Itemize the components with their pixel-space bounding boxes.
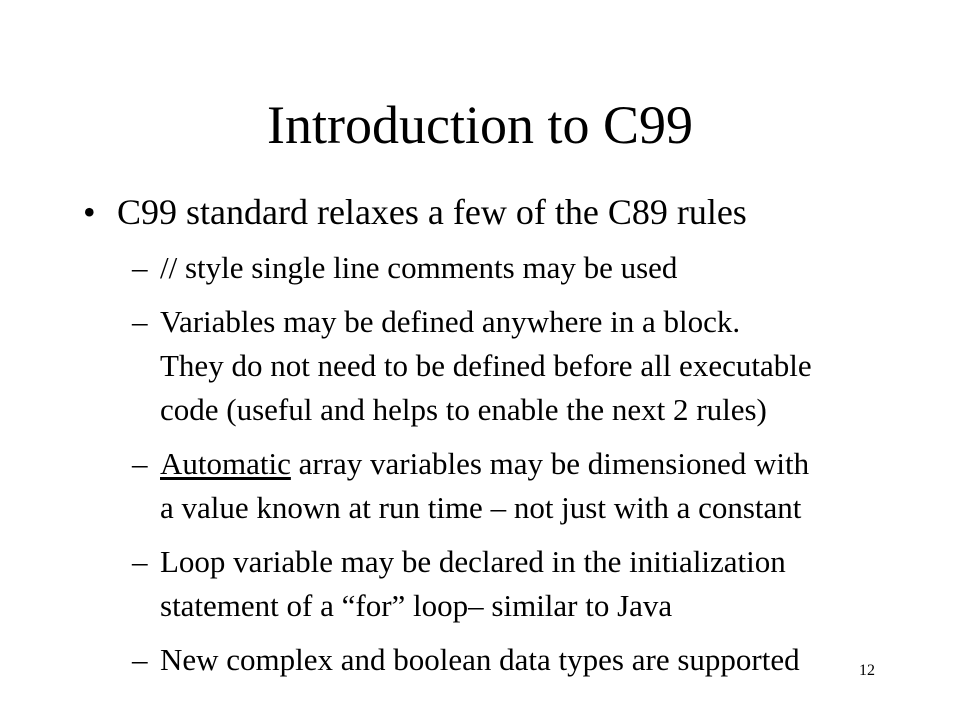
sub-bullet-loop-variable <box>132 540 786 628</box>
sub-bullet-line: statement of a “for” loop– similar to Java <box>160 588 673 623</box>
sub-bullet-variables <box>132 300 812 432</box>
sub-bullet-line: Loop variable may be declared in the initialization <box>160 544 786 579</box>
slide-title: Introduction to C99 <box>267 95 693 155</box>
bullet-marker: • <box>83 192 96 232</box>
sub-bullet-line: New complex and boolean data types are supported <box>160 642 800 677</box>
dash-marker: – <box>132 250 148 285</box>
sub-bullet-line: code (useful and helps to enable the next 2 rules) <box>160 392 767 427</box>
sub-bullet-automatic-arrays <box>132 442 809 530</box>
sub-bullet-line: array variables may be dimensioned with <box>290 446 810 481</box>
page-number: 12 <box>859 662 875 679</box>
sub-bullet-data-types <box>132 638 800 682</box>
sub-bullet-line: Variables may be defined anywhere in a block. <box>160 304 741 339</box>
dash-marker: – <box>132 642 148 677</box>
sub-bullet-line: a value known at run time – not just with a constant <box>160 490 802 525</box>
dash-marker: – <box>132 446 148 481</box>
dash-marker: – <box>132 544 148 579</box>
underlined-term: Automatic <box>160 446 291 481</box>
main-bullet-text: C99 standard relaxes a few of the C89 rules <box>117 192 747 232</box>
sub-bullet-comments <box>132 246 677 290</box>
sub-bullet-line: They do not need to be defined before all executable <box>160 348 812 383</box>
main-bullet <box>83 186 747 238</box>
dash-marker: – <box>132 304 148 339</box>
sub-bullet-line: // style single line comments may be used <box>160 250 678 285</box>
